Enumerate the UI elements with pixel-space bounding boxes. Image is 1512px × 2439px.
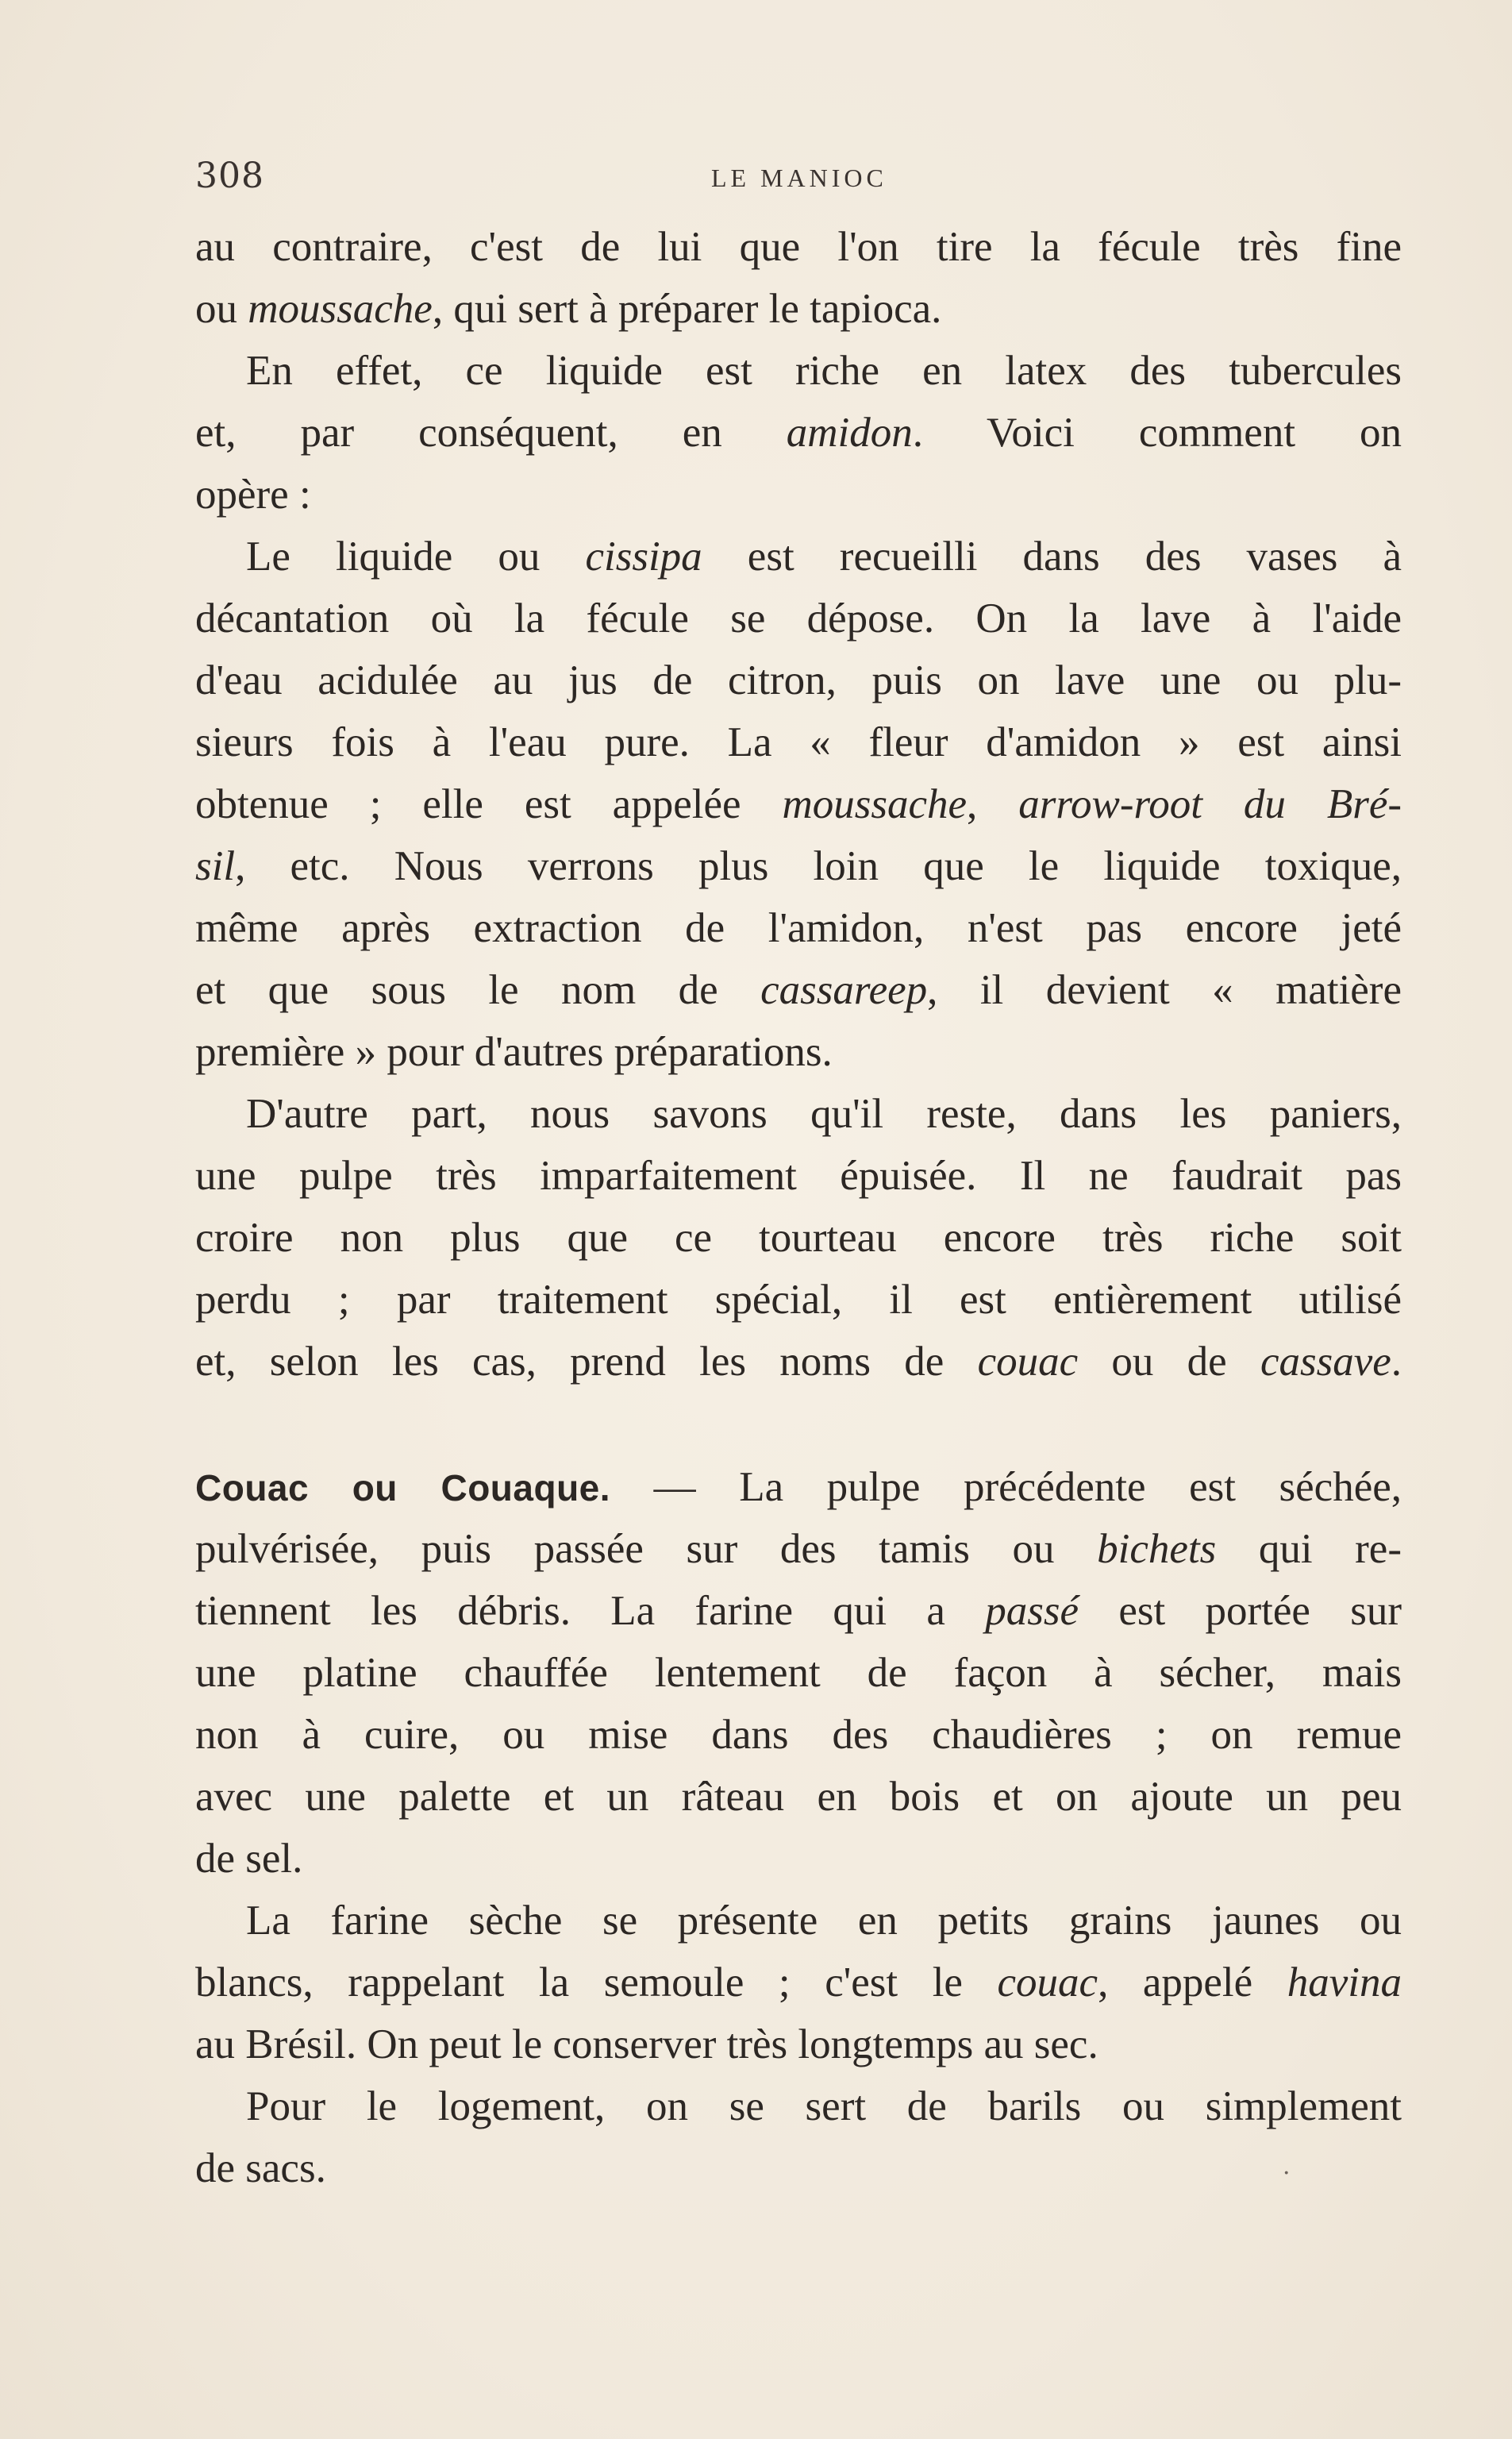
text-run: — La pulpe précédente est séchée, (610, 1464, 1402, 1510)
text-line (195, 1456, 1402, 1518)
text-run: est portée sur (1079, 1588, 1402, 1634)
text-line (195, 897, 1402, 959)
text-run: d'eau acidulée au jus de citron, puis on lave une ou plu- (195, 657, 1402, 703)
text-line (195, 216, 1402, 278)
italic-term: arrow-root du Bré- (1018, 781, 1402, 827)
text-run: , appelé (1098, 1959, 1287, 2006)
text-line (195, 1331, 1402, 1393)
text-line (195, 2137, 1402, 2199)
section-gap (195, 1393, 1402, 1456)
text-line (195, 1207, 1402, 1269)
text-run: En effet, ce liquide est riche en latex des tubercules (246, 348, 1402, 394)
italic-term: cassave (1260, 1339, 1391, 1385)
text-run: . (1391, 1339, 1402, 1385)
text-line (195, 1766, 1402, 1828)
italic-term: passé (985, 1588, 1079, 1634)
text-line (195, 649, 1402, 711)
text-run: et que sous le nom de (195, 967, 761, 1013)
page-header (195, 156, 1402, 203)
text-run: croire non plus que ce tourteau encore très riche soit (195, 1215, 1402, 1261)
body-text (195, 216, 1402, 2199)
text-run: avec une palette et un râteau en bois et on ajoute un peu (195, 1774, 1402, 1820)
text-line (195, 2075, 1402, 2137)
text-line (195, 402, 1402, 464)
text-run: et, par conséquent, en (195, 410, 787, 456)
text-run: une pulpe très imparfaitement épuisée. Il ne faudrait pas (195, 1153, 1402, 1199)
text-line (195, 959, 1402, 1021)
print-speck: · (1283, 2160, 1291, 2187)
text-run: blancs, rappelant la semoule ; c'est le (195, 1959, 998, 2006)
text-line (195, 1083, 1402, 1145)
text-line (195, 2013, 1402, 2075)
text-run: décantation où la fécule se dépose. On la lave à l'aide (195, 595, 1402, 642)
text-line (195, 1642, 1402, 1704)
italic-term: sil (195, 843, 236, 889)
text-run: perdu ; par traitement spécial, il est entièrement utilisé (195, 1277, 1402, 1323)
text-run: non à cuire, ou mise dans des chaudières ; on remue (195, 1712, 1402, 1758)
text-run: opère : (195, 472, 311, 518)
text-run: qui re- (1216, 1526, 1402, 1572)
text-run: ou de (1078, 1339, 1260, 1385)
text-run: , etc. Nous verrons plus loin que le liquide toxique, (235, 843, 1402, 889)
text-line (195, 1952, 1402, 2013)
page-number: 308 (195, 156, 264, 196)
text-run: obtenue ; elle est appelée (195, 781, 783, 827)
text-line (195, 1021, 1402, 1083)
text-line (195, 1580, 1402, 1642)
text-run: une platine chauffée lentement de façon à sécher, mais (195, 1650, 1402, 1696)
text-run: tiennent les débris. La farine qui a (195, 1588, 986, 1634)
text-run: première » pour d'autres préparations. (195, 1029, 833, 1075)
text-run: est recueilli dans des vases à (702, 534, 1402, 580)
text-line (195, 1828, 1402, 1890)
text-run: sieurs fois à l'eau pure. La « fleur d'amidon » est ainsi (195, 719, 1402, 765)
text-line (195, 835, 1402, 897)
text-run: de sacs. (195, 2145, 326, 2191)
text-line (195, 1269, 1402, 1331)
text-line (195, 1518, 1402, 1580)
text-run: . Voici comment on (912, 410, 1402, 456)
text-line (195, 588, 1402, 649)
text-run: Pour le logement, on se sert de barils ou simplement (246, 2083, 1402, 2129)
italic-term: moussache (782, 781, 968, 827)
text-run: , (967, 781, 1019, 827)
text-run: Le liquide ou (246, 534, 586, 580)
text-run: même après extraction de l'amidon, n'est pas encore jeté (195, 905, 1402, 951)
italic-term: moussache (248, 286, 433, 332)
text-run: pulvérisée, puis passée sur des tamis ou (195, 1526, 1098, 1572)
text-line (195, 1890, 1402, 1952)
text-run: D'autre part, nous savons qu'il reste, dans les paniers, (246, 1091, 1402, 1137)
text-line (195, 1704, 1402, 1766)
italic-term: amidon (786, 410, 913, 456)
italic-term: havina (1287, 1959, 1402, 2006)
text-run: La farine sèche se présente en petits grains jaunes ou (246, 1898, 1402, 1944)
text-line (195, 773, 1402, 835)
italic-term: couac (997, 1959, 1098, 2006)
text-run: et, selon les cas, prend les noms de (195, 1339, 978, 1385)
text-line (195, 1145, 1402, 1207)
text-line (195, 278, 1402, 340)
text-line (195, 711, 1402, 773)
italic-term: couac (977, 1339, 1079, 1385)
section-heading: Couac ou Couaque. (195, 1467, 611, 1508)
text-run: , il devient « matière (927, 967, 1402, 1013)
text-line (195, 526, 1402, 588)
italic-term: cissipa (585, 534, 702, 580)
italic-term: bichets (1097, 1526, 1217, 1572)
text-line (195, 464, 1402, 526)
text-run: au contraire, c'est de lui que l'on tire la fécule très fine (195, 224, 1402, 270)
text-run: ou (195, 286, 248, 332)
running-title: LE MANIOC (711, 164, 887, 192)
text-line (195, 340, 1402, 402)
text-run: , qui sert à préparer le tapioca. (432, 286, 942, 332)
text-run: au Brésil. On peut le conserver très longtemps au sec. (195, 2021, 1098, 2067)
text-run: de sel. (195, 1836, 303, 1882)
italic-term: cassareep (760, 967, 928, 1013)
